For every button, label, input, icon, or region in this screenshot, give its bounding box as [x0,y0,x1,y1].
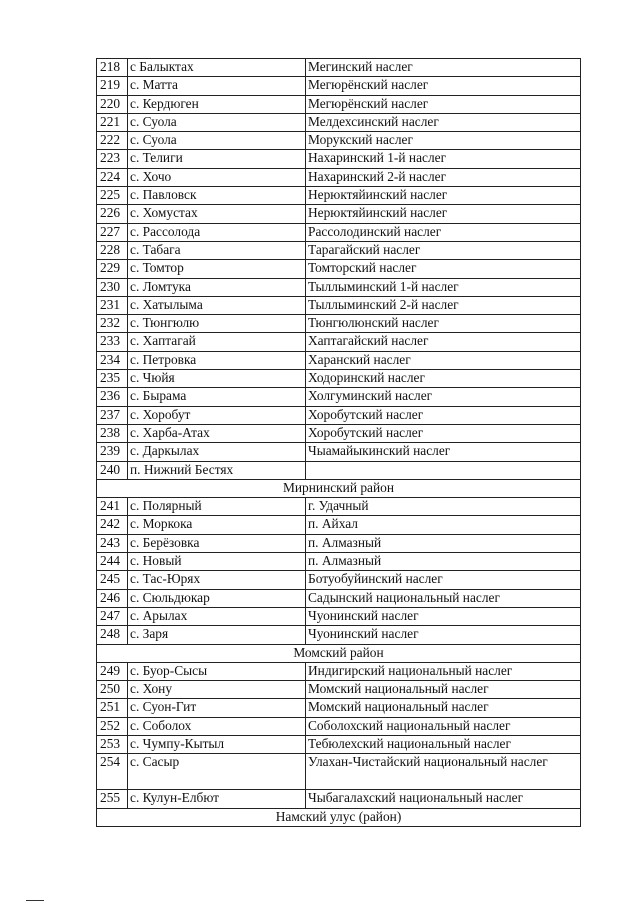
village-cell: с. Кердюген [128,95,306,113]
village-cell: с. Новый [128,553,306,571]
table-row [97,717,581,735]
table-row [97,278,581,296]
nasleg-cell: Мелдехсинский наслег [306,113,581,131]
village-cell: с. Буор-Сысы [128,662,306,680]
row-number: 220 [97,95,128,113]
village-cell: с. Харба-Атах [128,424,306,442]
row-number: 228 [97,241,128,259]
village-cell: с. Петровка [128,351,306,369]
row-number: 250 [97,681,128,699]
row-number: 234 [97,351,128,369]
row-number: 253 [97,735,128,753]
table-row [97,571,581,589]
table-row [97,95,581,113]
row-number: 229 [97,260,128,278]
row-number: 240 [97,461,128,479]
village-cell: с. Хомустах [128,205,306,223]
village-cell: с. Томтор [128,260,306,278]
nasleg-cell: Тыллыминский 1-й наслег [306,278,581,296]
village-cell: с. Моркока [128,516,306,534]
village-cell: с. Хону [128,681,306,699]
village-cell: с. Чюйя [128,370,306,388]
table-row [97,333,581,351]
village-cell: с. Полярный [128,498,306,516]
row-number: 222 [97,132,128,150]
village-cell: с. Хатылыма [128,296,306,314]
village-cell: с. Тас-Юрях [128,571,306,589]
nasleg-cell: Нахаринский 2-й наслег [306,168,581,186]
village-cell: с. Тюнгюлю [128,315,306,333]
row-number: 232 [97,315,128,333]
table-row [97,607,581,625]
nasleg-cell: Индигирский национальный наслег [306,662,581,680]
table-row [97,150,581,168]
row-number: 237 [97,406,128,424]
table-row [97,681,581,699]
nasleg-cell: Тебюлехский национальный наслег [306,735,581,753]
nasleg-cell: Харанский наслег [306,351,581,369]
district-header-row [97,808,581,826]
row-number: 230 [97,278,128,296]
village-cell: с. Телиги [128,150,306,168]
settlements-table [96,58,581,827]
row-number: 254 [97,754,128,790]
row-number: 245 [97,571,128,589]
district-title: Момский район [97,644,581,662]
nasleg-cell: Хаптагайский наслег [306,333,581,351]
row-number: 252 [97,717,128,735]
table-row [97,626,581,644]
village-cell: с. Кулун-Елбют [128,790,306,808]
row-number: 224 [97,168,128,186]
nasleg-cell: Момский национальный наслег [306,699,581,717]
village-cell: с. Хочо [128,168,306,186]
row-number: 227 [97,223,128,241]
nasleg-cell: Томторский наслег [306,260,581,278]
table-row [97,77,581,95]
table-row [97,370,581,388]
row-number: 255 [97,790,128,808]
table-row [97,754,581,790]
nasleg-cell: п. Алмазный [306,553,581,571]
row-number: 243 [97,534,128,552]
village-cell: с. Соболох [128,717,306,735]
nasleg-cell: Морукский наслег [306,132,581,150]
table-row [97,443,581,461]
village-cell: с. Берёзовка [128,534,306,552]
village-cell: с. Сасыр [128,754,306,790]
nasleg-cell: Чыбагалахский национальный наслег [306,790,581,808]
table-row [97,699,581,717]
nasleg-cell: Рассолодинский наслег [306,223,581,241]
row-number: 238 [97,424,128,442]
nasleg-cell: Холгуминский наслег [306,388,581,406]
row-number: 223 [97,150,128,168]
table-row [97,315,581,333]
village-cell: с. Табага [128,241,306,259]
village-cell: с. Рассолода [128,223,306,241]
village-cell: с Балыктах [128,59,306,77]
village-cell: с. Павловск [128,187,306,205]
village-cell: с. Суола [128,113,306,131]
table-row [97,296,581,314]
district-header-row [97,644,581,662]
nasleg-cell: Хоробутский наслег [306,406,581,424]
table-row [97,553,581,571]
table-row [97,168,581,186]
nasleg-cell: Мегинский наслег [306,59,581,77]
table-row [97,59,581,77]
row-number: 218 [97,59,128,77]
row-number: 236 [97,388,128,406]
table-row [97,406,581,424]
village-cell: с. Сюльдюкар [128,589,306,607]
table-row [97,205,581,223]
nasleg-cell: Момский национальный наслег [306,681,581,699]
row-number: 251 [97,699,128,717]
village-cell: с. Суон-Гит [128,699,306,717]
footnote-rule [26,900,44,901]
village-cell: с. Хоробут [128,406,306,424]
village-cell: с. Ломтука [128,278,306,296]
nasleg-cell: Мегюрёнский наслег [306,77,581,95]
table-row [97,735,581,753]
table-row [97,790,581,808]
nasleg-cell: Улахан-Чистайский национальный наслег [306,754,581,790]
table-row [97,461,581,479]
table-row [97,351,581,369]
nasleg-cell: Нерюктяйинский наслег [306,187,581,205]
table-row [97,187,581,205]
row-number: 246 [97,589,128,607]
table-row [97,516,581,534]
settlements-table-body [97,59,581,827]
row-number: 221 [97,113,128,131]
row-number: 241 [97,498,128,516]
nasleg-cell: Чыамайыкинский наслег [306,443,581,461]
nasleg-cell: Садынский национальный наслег [306,589,581,607]
row-number: 231 [97,296,128,314]
nasleg-cell: Тюнгюлюнский наслег [306,315,581,333]
district-header-row [97,479,581,497]
row-number: 247 [97,607,128,625]
nasleg-cell: Ботуобуйинский наслег [306,571,581,589]
district-title: Намский улус (район) [97,808,581,826]
district-title: Мирнинский район [97,479,581,497]
nasleg-cell: Мегюрёнский наслег [306,95,581,113]
village-cell: с. Заря [128,626,306,644]
row-number: 248 [97,626,128,644]
row-number: 226 [97,205,128,223]
table-row [97,132,581,150]
table-row [97,260,581,278]
nasleg-cell [306,461,581,479]
table-row [97,498,581,516]
table-row [97,223,581,241]
village-cell: п. Нижний Бестях [128,461,306,479]
table-row [97,534,581,552]
village-cell: с. Бырама [128,388,306,406]
nasleg-cell: Чуонинский наслег [306,626,581,644]
row-number: 233 [97,333,128,351]
nasleg-cell: Соболохский национальный наслег [306,717,581,735]
nasleg-cell: Хоробутский наслег [306,424,581,442]
table-row [97,424,581,442]
nasleg-cell: Чуонинский наслег [306,607,581,625]
nasleg-cell: Ходоринский наслег [306,370,581,388]
row-number: 235 [97,370,128,388]
village-cell: с. Даркылах [128,443,306,461]
row-number: 249 [97,662,128,680]
village-cell: с. Хаптагай [128,333,306,351]
nasleg-cell: п. Айхал [306,516,581,534]
nasleg-cell: п. Алмазный [306,534,581,552]
row-number: 239 [97,443,128,461]
row-number: 225 [97,187,128,205]
village-cell: с. Арылах [128,607,306,625]
row-number: 244 [97,553,128,571]
village-cell: с. Чумпу-Кытыл [128,735,306,753]
nasleg-cell: Нахаринский 1-й наслег [306,150,581,168]
village-cell: с. Суола [128,132,306,150]
table-row [97,241,581,259]
row-number: 219 [97,77,128,95]
table-row [97,662,581,680]
nasleg-cell: Нерюктяйинский наслег [306,205,581,223]
nasleg-cell: г. Удачный [306,498,581,516]
table-row [97,388,581,406]
village-cell: с. Матта [128,77,306,95]
nasleg-cell: Тыллыминский 2-й наслег [306,296,581,314]
table-row [97,589,581,607]
table-row [97,113,581,131]
row-number: 242 [97,516,128,534]
nasleg-cell: Тарагайский наслег [306,241,581,259]
